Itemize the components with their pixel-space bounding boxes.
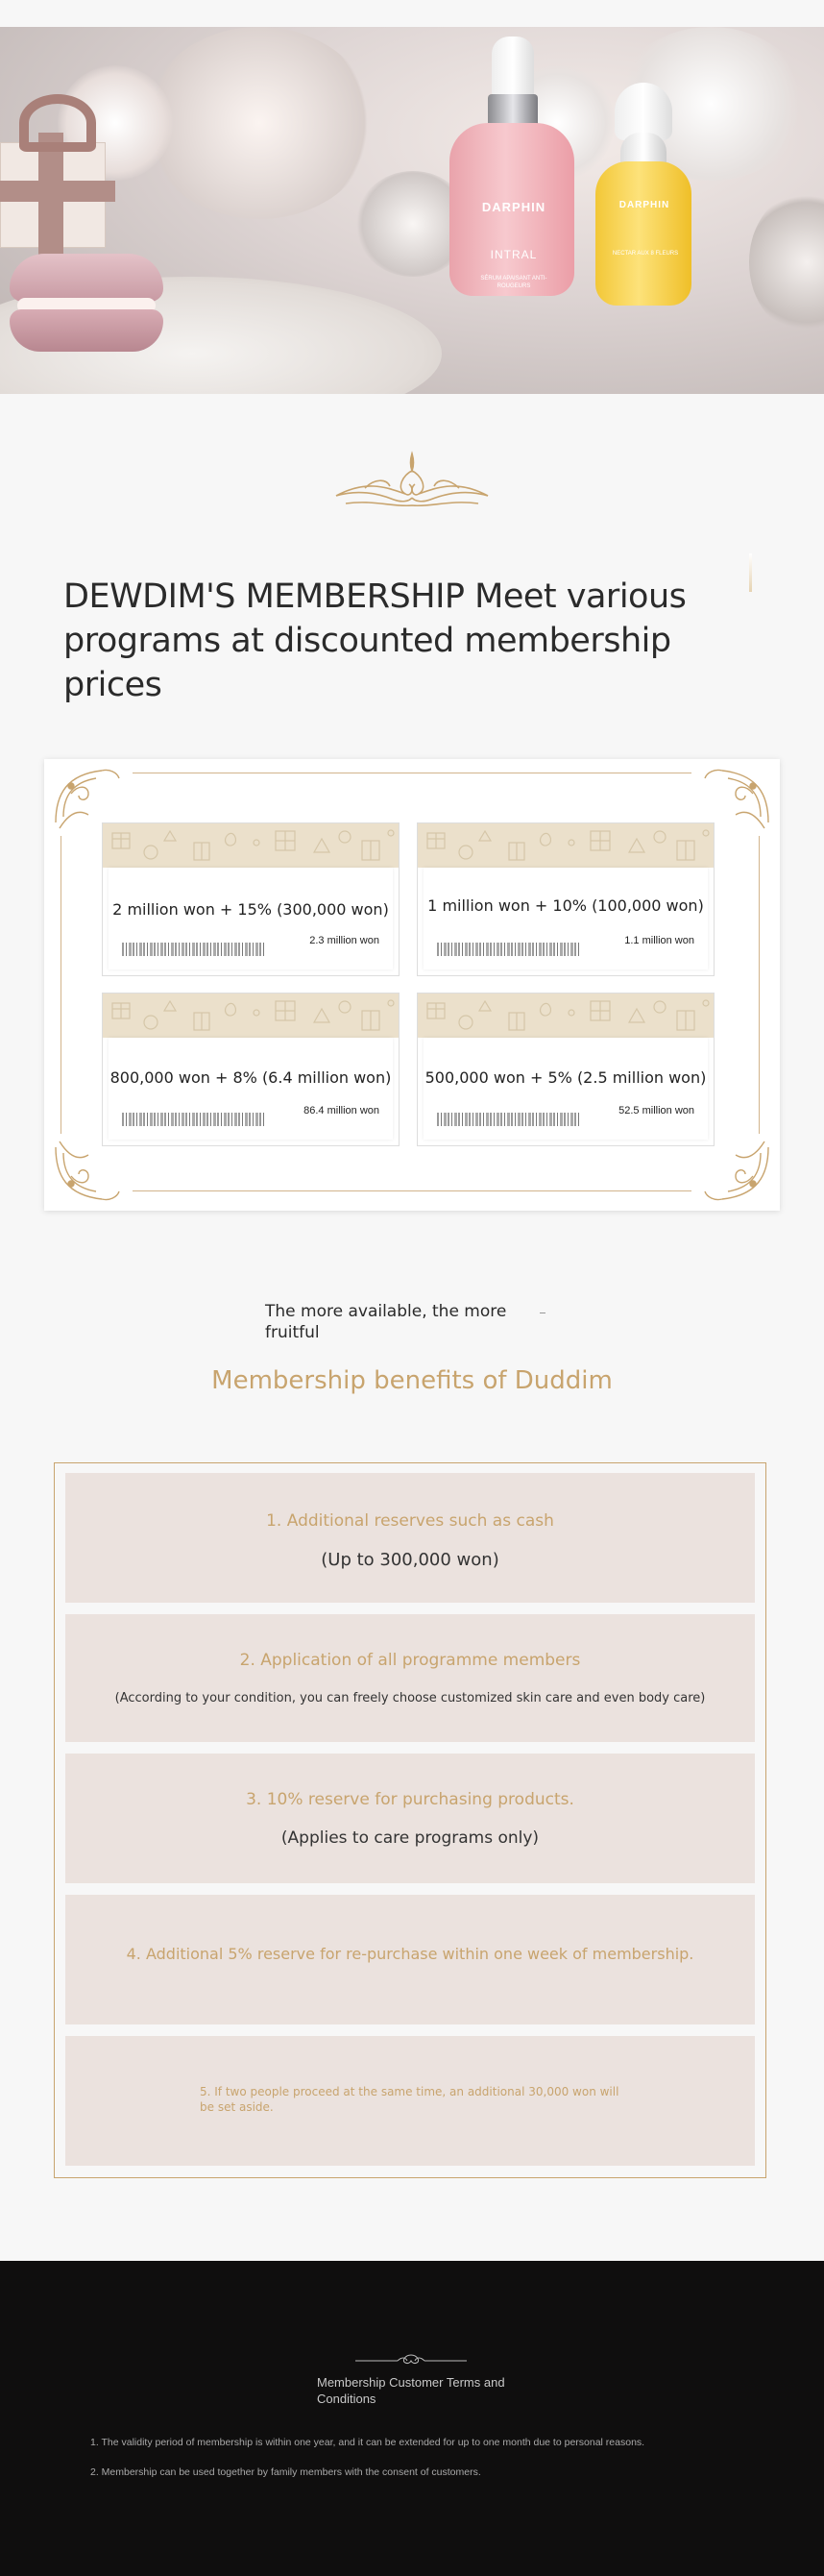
membership-card[interactable] <box>102 822 400 976</box>
yellow-oil-bottle <box>595 161 691 306</box>
benefit-item <box>65 1614 755 1742</box>
barcode-icon <box>122 1113 266 1126</box>
card-title: 800,000 won + 8% (6.4 million won) <box>109 1068 392 1087</box>
benefit-note: (Up to 300,000 won) <box>321 1550 499 1570</box>
candle-glow <box>144 27 375 219</box>
bottle-fine-print: SÉRUM APAISANT ANTI-ROUGEURS <box>480 276 547 289</box>
macaron <box>10 254 163 359</box>
ornament-divider-icon <box>327 450 497 513</box>
bottle-product-name: INTRAL <box>490 248 538 261</box>
bottle-cap <box>615 83 672 140</box>
membership-card[interactable] <box>102 993 400 1146</box>
barcode-icon <box>122 943 266 956</box>
membership-card[interactable] <box>417 993 715 1146</box>
terms-title: Membership Customer Terms and Conditions <box>317 2375 505 2406</box>
barcode-icon <box>437 1113 581 1126</box>
ornament-divider-icon <box>355 2353 467 2368</box>
terms-item: 2. Membership can be used together by family members with the consent of customers. <box>90 2466 481 2478</box>
gift-bow <box>19 94 96 152</box>
card-amount: 52.5 million won <box>618 1105 694 1116</box>
tagline: The more available, the more fruitful <box>265 1302 507 1342</box>
bottle-fine-print: NECTAR AUX 8 FLEURS <box>612 251 679 257</box>
pearl-ornament <box>749 190 824 334</box>
barcode-icon <box>437 943 581 956</box>
terms-item: 1. The validity period of membership is within one year, and it can be extended for up to one month due to personal reasons. <box>90 2437 645 2448</box>
benefit-title: 1. Additional reserves such as cash <box>266 1511 554 1531</box>
terms-footer <box>0 2261 824 2576</box>
benefit-item <box>65 2036 755 2166</box>
page-title: DEWDIM'S MEMBERSHIP Meet various programs at discounted membership prices <box>63 577 687 704</box>
membership-cards-frame <box>44 759 780 1211</box>
benefit-item <box>65 1754 755 1883</box>
benefit-title: 2. Application of all programme members <box>239 1651 581 1670</box>
benefit-title: 3. 10% reserve for purchasing products. <box>246 1790 574 1809</box>
card-title: 500,000 won + 5% (2.5 million won) <box>424 1068 707 1087</box>
bottle-cap <box>492 37 534 98</box>
card-amount: 86.4 million won <box>303 1105 379 1116</box>
gift-pattern-icon <box>103 994 399 1038</box>
card-amount: 1.1 million won <box>624 935 694 946</box>
bottle-brand: DARPHIN <box>618 200 670 210</box>
gift-pattern-icon <box>418 994 714 1038</box>
card-title: 1 million won + 10% (100,000 won) <box>427 896 704 915</box>
bottle-brand: DARPHIN <box>481 200 546 214</box>
benefits-list <box>54 1462 766 2178</box>
gift-pattern-icon <box>418 823 714 868</box>
gift-ribbon <box>0 181 115 202</box>
benefit-note: (According to your condition, you can freely choose customized skin care and even body care) <box>114 1691 706 1705</box>
gift-pattern-icon <box>103 823 399 868</box>
card-title: 2 million won + 15% (300,000 won) <box>112 900 389 919</box>
membership-card[interactable] <box>417 822 715 976</box>
benefit-note: (Applies to care programs only) <box>280 1828 540 1848</box>
hero-banner-image <box>0 27 824 394</box>
benefit-title: 5. If two people proceed at the same time, an additional 30,000 won will be set aside. <box>200 2085 619 2114</box>
benefit-title: 4. Additional 5% reserve for re-purchase within one week of membership. <box>126 1945 694 1963</box>
section-title: Membership benefits of Duddim <box>211 1366 613 1395</box>
benefit-item <box>65 1895 755 2024</box>
card-amount: 2.3 million won <box>309 935 379 946</box>
benefit-item <box>65 1473 755 1603</box>
